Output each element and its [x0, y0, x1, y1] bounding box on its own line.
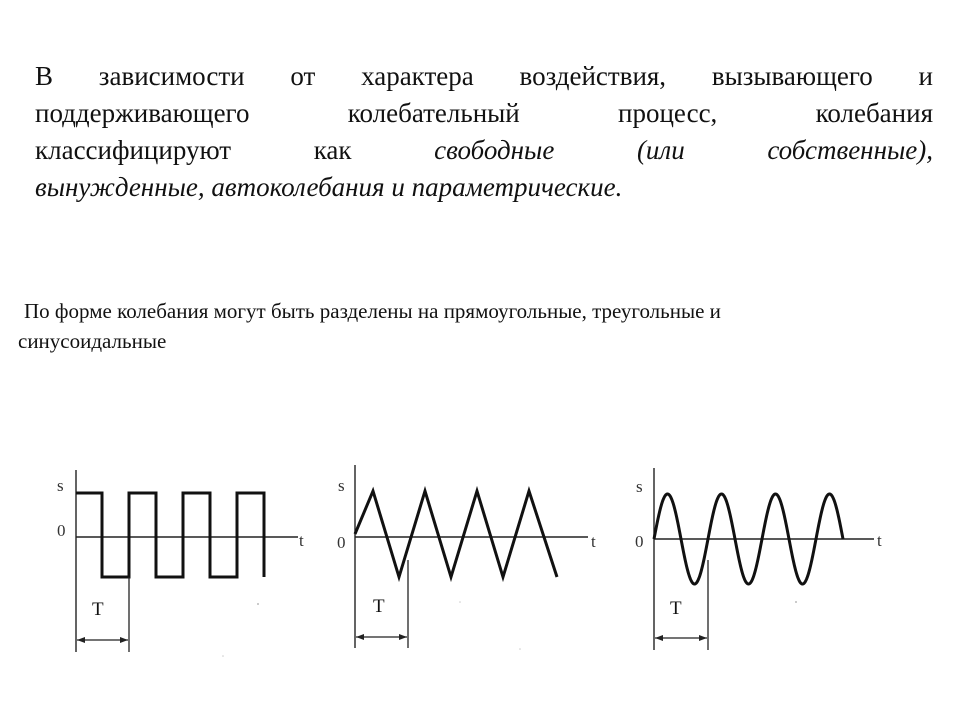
sine-arrow-left: [655, 635, 663, 641]
triangle-zero-label: 0: [337, 533, 346, 552]
square-arrow-left: [77, 637, 85, 643]
scan-specks: [222, 601, 797, 657]
sine-wave-diagram: [635, 468, 882, 650]
square-period-label: T: [92, 599, 104, 620]
sine-x-label: t: [877, 531, 882, 550]
square-wave-diagram: [57, 470, 304, 652]
sine-period-label: T: [670, 598, 682, 619]
square-arrow-right: [120, 637, 128, 643]
triangle-wave-diagram: [337, 465, 596, 648]
square-x-label: t: [299, 531, 304, 550]
paragraph-line-1: В зависимости от характера воздействия, вызывающего и: [35, 61, 933, 91]
triangle-arrow-right: [399, 634, 407, 640]
square-wave: [76, 493, 264, 577]
square-zero-label: 0: [57, 521, 66, 540]
triangle-period-label: T: [373, 596, 385, 617]
paragraph-line-3-plain: классифицируют как: [35, 135, 435, 165]
sine-zero-label: 0: [635, 532, 644, 551]
triangle-y-label: s: [338, 476, 345, 495]
waveform-line-2: синусоидальные: [18, 329, 167, 353]
paragraph-line-2: поддерживающего колебательный процесс, колебания: [35, 98, 933, 128]
sine-y-label: s: [636, 477, 643, 496]
sine-arrow-right: [699, 635, 707, 641]
square-y-label: s: [57, 476, 64, 495]
paragraph-line-3-italic: свободные (или собственные),: [434, 135, 933, 165]
paragraph-line-4: вынужденные, автоколебания и параметрические.: [35, 172, 623, 202]
waveform-line-1: По форме колебания могут быть разделены на прямоугольные, треугольные и: [24, 299, 721, 323]
triangle-arrow-left: [356, 634, 364, 640]
triangle-wave: [355, 491, 557, 577]
triangle-x-label: t: [591, 532, 596, 551]
